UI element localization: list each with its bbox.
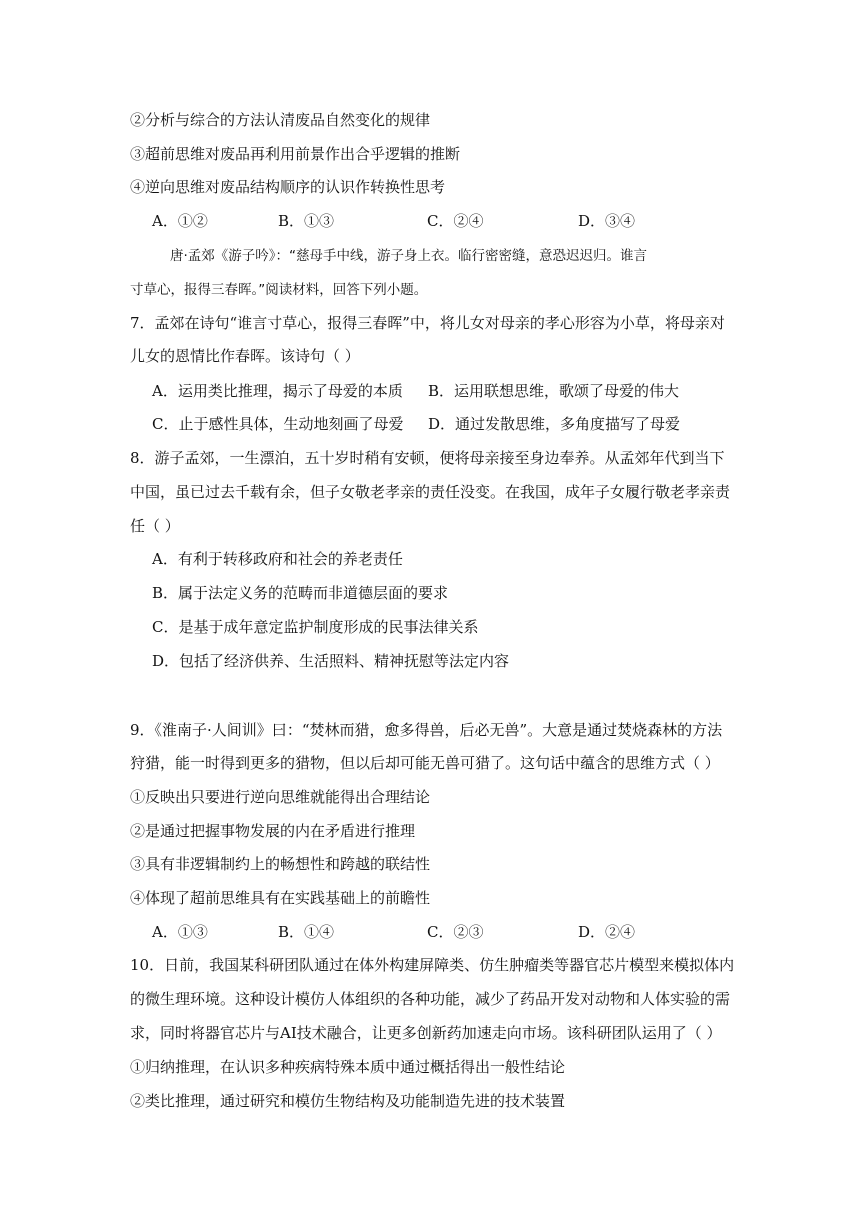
material-line-1: 唐·孟郊《游子吟》：“慈母手中线，游子身上衣。临行密密缝，意恐迟迟归。谁言 <box>170 248 648 264</box>
q9-item-1: ①反映出只要进行逆向思维就能得出合理结论 <box>130 788 431 806</box>
q6-item-2: ②分析与综合的方法认清废品自然变化的规律 <box>130 111 431 129</box>
q9-option-d: D．②④ <box>578 923 636 941</box>
q9-item-3: ③具有非逻辑制约上的畅想性和跨越的联结性 <box>130 855 431 873</box>
q9-option-b: B．①④ <box>278 923 335 941</box>
q10-item-2: ②类比推理，通过研究和模仿生物结构及功能制造先进的技术装置 <box>130 1092 566 1110</box>
q6-option-a: A．①② <box>152 212 208 230</box>
material-line-2: 寸草心，报得三春晖。”阅读材料，回答下列小题。 <box>130 282 428 298</box>
q8-option-d: D．包括了经济供养、生活照料、精神抚慰等法定内容 <box>152 652 510 670</box>
q10-stem-2: 的微生理环境。这种设计模仿人体组织的各种功能，减少了药品开发对动物和人体实验的需 <box>130 990 731 1008</box>
q9-item-4: ④体现了超前思维具有在实践基础上的前瞻性 <box>130 889 431 907</box>
q8-stem-1: 8．游子孟郊，一生漂泊，五十岁时稍有安顿，便将母亲接至身边奉养。从孟郊年代到当下 <box>130 449 725 467</box>
q6-option-d: D．③④ <box>578 212 636 230</box>
q8-option-b: B．属于法定义务的范畴而非道德层面的要求 <box>152 584 449 602</box>
q10-item-1: ①归纳推理，在认识多种疾病特殊本质中通过概括得出一般性结论 <box>130 1058 566 1076</box>
q7-option-c: C．止于感性具体，生动地刻画了母爱 <box>152 415 404 433</box>
q9-item-2: ②是通过把握事物发展的内在矛盾进行推理 <box>130 822 416 840</box>
q6-option-c: C．②④ <box>427 212 484 230</box>
q6-item-3: ③超前思维对废品再利用前景作出合乎逻辑的推断 <box>130 145 461 163</box>
q9-option-c: C．②③ <box>427 923 484 941</box>
q7-stem-2: 儿女的恩情比作春晖。该诗句（ ） <box>130 347 360 365</box>
q6-option-b: B．①③ <box>278 212 335 230</box>
q7-option-a: A．运用类比推理，揭示了母爱的本质 <box>152 382 403 400</box>
q8-stem-3: 任（ ） <box>130 517 180 535</box>
q10-stem-3: 求，同时将器官芯片与AI技术融合，让更多创新药加速走向市场。该科研团队运用了（ ） <box>130 1024 722 1042</box>
q7-option-b: B．运用联想思维，歌颂了母爱的伟大 <box>428 382 680 400</box>
q8-option-a: A．有利于转移政府和社会的养老责任 <box>152 550 403 568</box>
q8-stem-2: 中国，虽已过去千载有余，但子女敬老孝亲的责任没变。在我国，成年子女履行敬老孝亲责 <box>130 483 731 501</box>
q10-stem-1: 10．日前，我国某科研团队通过在体外构建屏障类、仿生肿瘤类等器官芯片模型来模拟体内 <box>130 956 735 974</box>
q8-option-c: C．是基于成年意定监护制度形成的民事法律关系 <box>152 618 479 636</box>
q9-stem-1: 9．《淮南子·人间训》曰：“焚林而猎，愈多得兽，后必无兽”。大意是通过焚烧森林的方法 <box>130 721 723 739</box>
q9-stem-2: 狩猎，能一时得到更多的猎物，但以后却可能无兽可猎了。这句话中蕴含的思维方式（ ） <box>130 754 720 772</box>
q9-option-a: A．①③ <box>152 923 208 941</box>
q7-stem-1: 7．孟郊在诗句“谁言寸草心，报得三春晖”中，将儿女对母亲的孝心形容为小草，将母亲对 <box>130 314 725 332</box>
q6-item-4: ④逆向思维对废品结构顺序的认识作转换性思考 <box>130 178 446 196</box>
q7-option-d: D．通过发散思维，多角度描写了母爱 <box>428 415 681 433</box>
